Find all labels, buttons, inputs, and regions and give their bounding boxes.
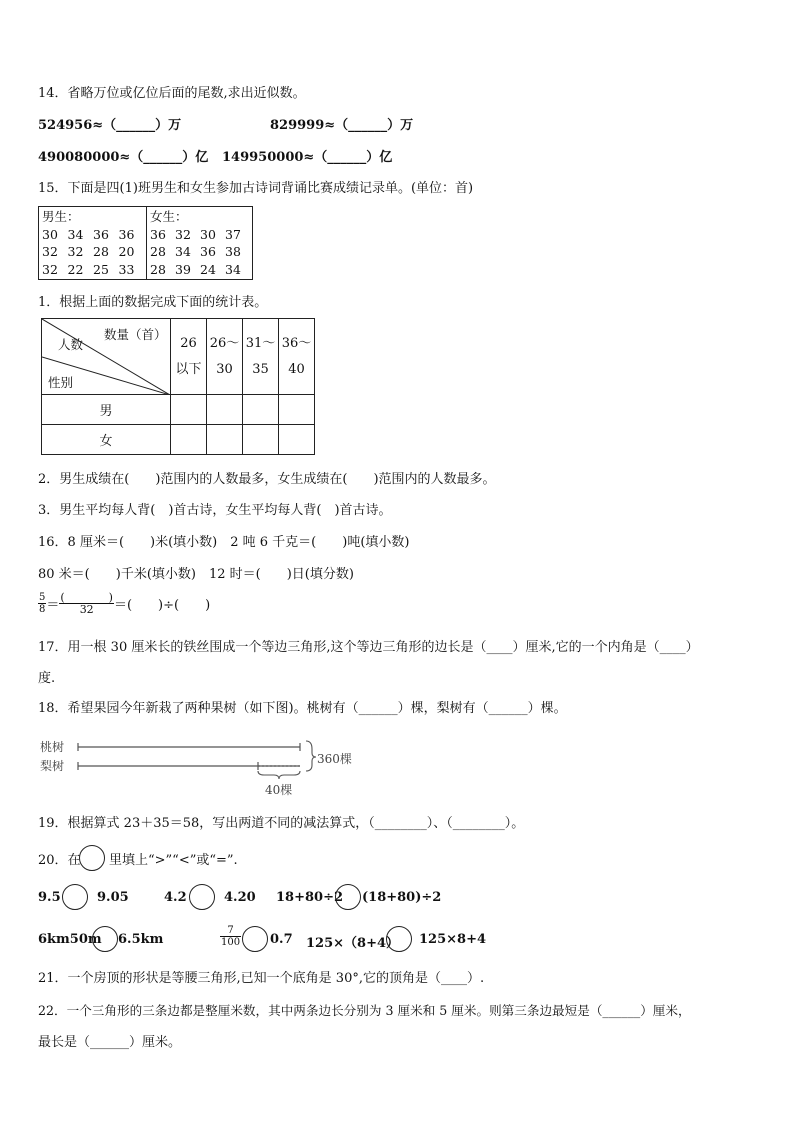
fraction-blank-32: $\frac{( )}{32}$ bbox=[60, 591, 113, 616]
compare-4-right: 6.5km bbox=[118, 932, 164, 947]
cell-girls-4[interactable] bbox=[279, 425, 315, 455]
q15-sub2: 2．男生成绩在( )范围内的人数最多，女生成绩在( )范围内的人数最多。 bbox=[38, 472, 496, 487]
fraction-5-8: $\frac{5}{8}$ bbox=[39, 592, 46, 615]
compare-circle-example bbox=[79, 845, 105, 871]
q19-stem: 19．根据算式 23＋35＝58，写出两道不同的减法算式，（________）、（________）。 bbox=[38, 816, 525, 831]
diagonal-header-cell bbox=[42, 319, 171, 395]
cell-boys-1[interactable] bbox=[171, 395, 207, 425]
q20-stem-a: 20．在 bbox=[38, 853, 81, 868]
diag-mid-label: 人数 bbox=[58, 337, 84, 352]
compare-circle-4[interactable] bbox=[92, 926, 118, 952]
fraction-7-100: $\frac{7}{100}$ bbox=[221, 925, 241, 948]
q14-item-d: 149950000≈（______）亿 bbox=[222, 150, 393, 165]
cell-boys-2[interactable] bbox=[207, 395, 243, 425]
q21-stem: 21．一个房顶的形状是等腰三角形,已知一个底角是 30°,它的顶角是（____）. bbox=[38, 971, 485, 986]
cell-boys-4[interactable] bbox=[279, 395, 315, 425]
col-header-1: 26 以下 bbox=[171, 319, 207, 395]
q22-line1: 22．一个三角形的三条边都是整厘米数，其中两条边长分别为 3 厘米和 5 厘米。则第三条边最短是（______）厘米， bbox=[38, 1003, 691, 1018]
q16-fraction-line: $\frac{5}{8}$ ＝ $\frac{( )}{32}$ ＝( )÷( ) bbox=[39, 591, 211, 616]
compare-circle-1[interactable] bbox=[62, 884, 88, 910]
q17-line1: 17．用一根 30 厘米长的铁丝围成一个等边三角形,这个等边三角形的边长是（____）厘米,它的一个内角是（____） bbox=[38, 640, 699, 655]
compare-1-right: 9.05 bbox=[97, 890, 129, 905]
compare-4-left: 6km50m bbox=[38, 932, 102, 947]
diff-40-label: 40棵 bbox=[265, 783, 293, 797]
row-label-boys: 男 bbox=[42, 395, 171, 425]
compare-2-right: 4.20 bbox=[224, 890, 256, 905]
col-header-4: 36～ 40 bbox=[279, 319, 315, 395]
q14-item-b: 829999≈（______）万 bbox=[270, 118, 414, 133]
cell-girls-2[interactable] bbox=[207, 425, 243, 455]
cell-girls-1[interactable] bbox=[171, 425, 207, 455]
compare-circle-6[interactable] bbox=[386, 926, 412, 952]
boys-score-cell: 男生： 30 34 36 36 32 32 28 20 32 22 25 33 bbox=[39, 207, 147, 280]
compare-6-left: 125×（8+4） bbox=[306, 936, 400, 951]
girls-score-cell: 女生： 36 32 30 37 28 34 36 38 28 39 24 34 bbox=[147, 207, 253, 280]
diag-top-label: 数量（首） bbox=[104, 327, 167, 342]
q14-stem: 14．省略万位或亿位后面的尾数,求出近似数。 bbox=[38, 86, 306, 101]
q15-stem: 15．下面是四(1)班男生和女生参加古诗词背诵比赛成绩记录单。(单位：首) bbox=[38, 181, 474, 196]
label-peach-tree: 桃树 bbox=[40, 740, 65, 754]
q20-stem-b: 里填上“>”“<”或“=”. bbox=[109, 853, 238, 868]
compare-circle-3[interactable] bbox=[335, 884, 361, 910]
total-360-label: 360棵 bbox=[317, 752, 352, 766]
compare-1-left: 9.5 bbox=[38, 890, 61, 905]
q22-line2: 最长是（______）厘米。 bbox=[38, 1035, 182, 1050]
q16-line2: 80 米＝( )千米(填小数) 12 时＝( )日(填分数) bbox=[38, 567, 354, 582]
col-header-3: 31～ 35 bbox=[243, 319, 279, 395]
q16-line1: 16．8 厘米＝( )米(填小数) 2 吨 6 千克＝( )吨(填小数) bbox=[38, 535, 410, 550]
q14-item-a: 524956≈（______）万 bbox=[38, 118, 182, 133]
q15-score-record-table bbox=[38, 206, 253, 280]
cell-boys-3[interactable] bbox=[243, 395, 279, 425]
q18-stem: 18．希望果园今年新栽了两种果树（如下图)。桃树有（______）棵，梨树有（______）棵。 bbox=[38, 701, 567, 716]
q15-sub3: 3．男生平均每人背( )首古诗，女生平均每人背( )首古诗。 bbox=[38, 503, 392, 518]
compare-5-right: 0.7 bbox=[270, 932, 293, 947]
girls-label: 女生： bbox=[150, 209, 188, 224]
compare-2-left: 4.2 bbox=[164, 890, 187, 905]
col-header-2: 26～ 30 bbox=[207, 319, 243, 395]
compare-3-right: (18+80)÷2 bbox=[362, 890, 442, 905]
cell-girls-3[interactable] bbox=[243, 425, 279, 455]
q15-stat-table bbox=[41, 318, 315, 455]
compare-circle-5[interactable] bbox=[242, 926, 268, 952]
q17-line2: 度. bbox=[38, 671, 56, 686]
compare-6-right: 125×8+4 bbox=[419, 932, 487, 947]
q18-line-diagram bbox=[40, 733, 370, 797]
q15-sub1: 1．根据上面的数据完成下面的统计表。 bbox=[38, 295, 268, 310]
q14-item-c: 490080000≈（______）亿 bbox=[38, 150, 209, 165]
boys-label: 男生： bbox=[42, 209, 80, 224]
row-label-girls: 女 bbox=[42, 425, 171, 455]
compare-3-left: 18+80÷2 bbox=[276, 890, 344, 905]
label-pear-tree: 梨树 bbox=[40, 759, 65, 773]
compare-circle-2[interactable] bbox=[189, 884, 215, 910]
diag-bottom-label: 性别 bbox=[48, 375, 74, 390]
